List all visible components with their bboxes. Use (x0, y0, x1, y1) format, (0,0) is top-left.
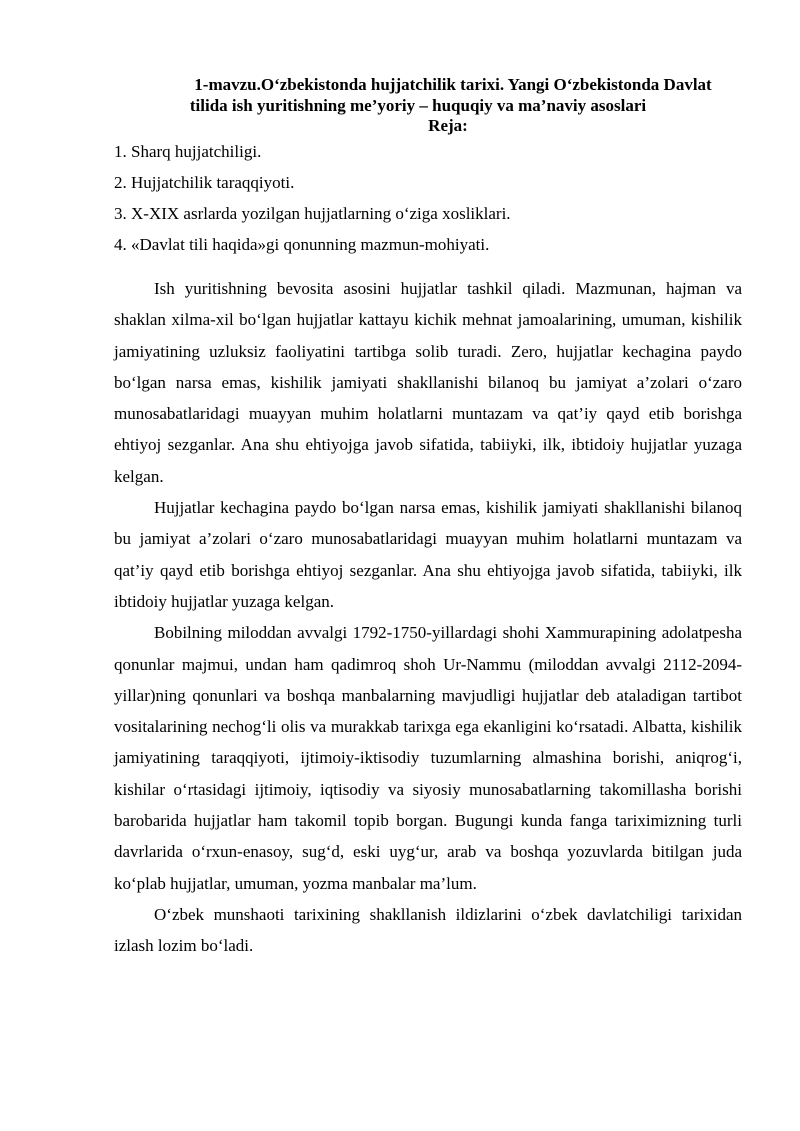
document-page (114, 74, 742, 962)
title-line-1: 1-mavzu.O‘zbekistonda hujjatchilik tarixi. Yangi O‘zbekistonda Davlat (194, 75, 712, 94)
plan-item: 1. Sharq hujjatchiligi. (114, 142, 262, 161)
plan-heading: Reja: (428, 116, 468, 135)
document-title (114, 74, 742, 116)
plan-list (114, 136, 742, 260)
plan-item: 2. Hujjatchilik taraqqiyoti. (114, 173, 295, 192)
paragraph: Hujjatlar kechagina paydo bo‘lgan narsa emas, kishilik jamiyati shakllanishi bilanoq bu jamiyat a’zolari o‘zaro munosabatlaridagi muayyan muhim holatlarni muntazam va qat’iy qayd etib borishga ehtiyoj sezganlar. Ana shu ehtiyojga javob sifatida, tabiiyki, ilk ibtidoiy hujjatlar yuzaga kelgan. (114, 498, 742, 611)
paragraph: O‘zbek munshaoti tarixining shakllanish ildizlarini o‘zbek davlatchiligi tarixidan izlash lozim bo‘ladi. (114, 904, 742, 956)
plan-item: 3. X-XIX asrlarda yozilgan hujjatlarning o‘ziga xosliklari. (114, 204, 511, 223)
paragraph: Ish yuritishning bevosita asosini hujjatlar tashkil qiladi. Mazmunan, hajman va shaklan xilma-xil bo‘lgan hujjatlar kattayu kichik mehnat jamoalarining, umuman, kishilik jamiyatining uzluksiz faoliyatini tartibga solib turadi. Zero, hujjatlar kechagina paydo bo‘lgan narsa emas, kishilik jamiyati shakllanishi bilanoq bu jamiyat a’zolari o‘zaro munosabatlaridagi muayyan muhim holatlarni muntazam va qat’iy qayd etib borishga ehtiyoj sezganlar. Ana shu ehtiyojga javob sifatida, tabiiyki, ilk, ibtidoiy hujjatlar yuzaga kelgan. (114, 279, 742, 486)
paragraph: Bobilning miloddan avvalgi 1792-1750-yillardagi shohi Xammurapining adolatpesha qonunlar majmui, undan ham qadimroq shoh Ur-Nammu (miloddan avvalgi 2112-2094-yillar)ning qonunlari va boshqa manbalarning mavjudligi hujjatlar deb ataladigan tartibot vositalarining nechog‘li olis va murakkab tarixga ega ekanligini ko‘rsatadi. Albatta, kishilik jamiyatining taraqqiyoti, ijtimoiy-iktisodiy tuzumlarning almashina borishi, aniqrog‘i, kishilar o‘rtasidagi ijtimoiy, iqtisodiy va siyosiy munosabatlarning takomillasha borishi barobarida hujjatlar ham takomil topib borgan. Bugungi kunda fanga tariximizning turli davrlarida o‘rxun-enasoy, sug‘d, eski uyg‘ur, arab va boshqa yozuvlarda bitilgan juda ko‘plab hujjatlar, umuman, yozma manbalar ma’lum. (114, 623, 742, 893)
plan-item: 4. «Davlat tili haqida»gi qonunning mazmun-mohiyati. (114, 235, 490, 254)
body-text (114, 273, 742, 962)
title-line-2: tilida ish yuritishning me’yoriy – huquqiy va ma’naviy asoslari (189, 96, 647, 115)
